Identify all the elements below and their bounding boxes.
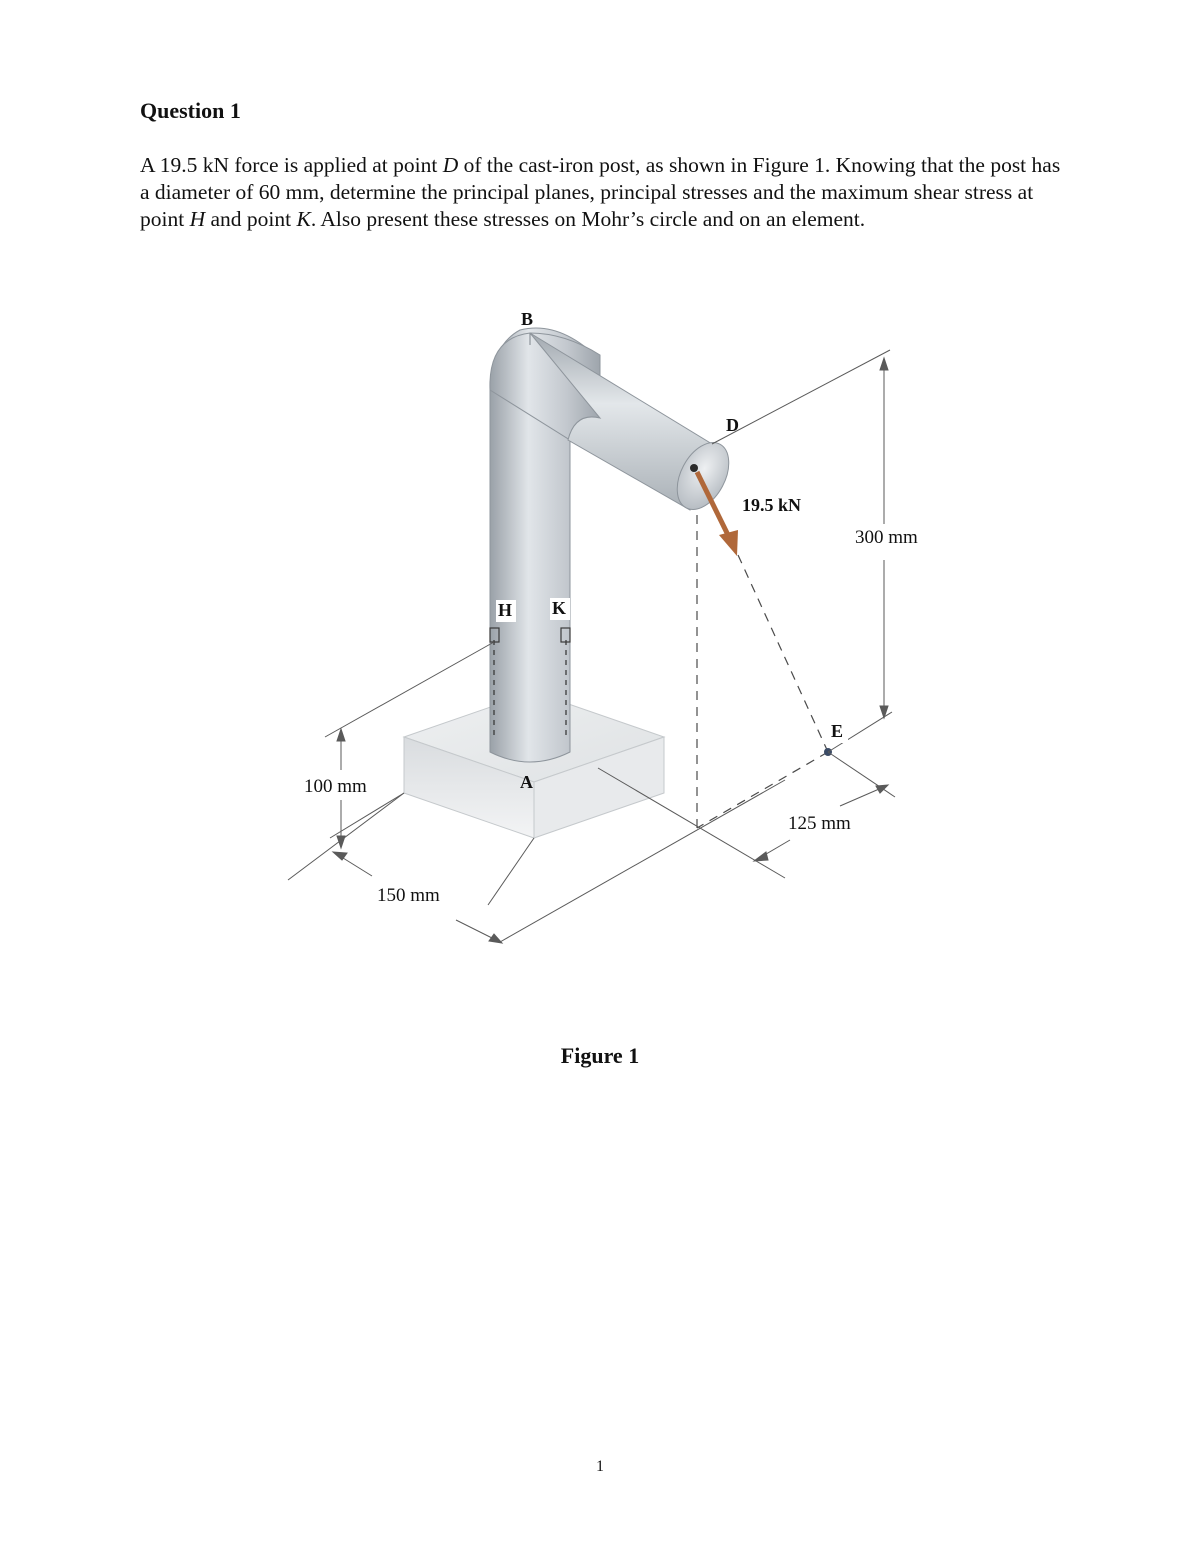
point-h-reference: H	[189, 207, 206, 231]
label-e: E	[831, 721, 844, 741]
dim-125-arrow-right	[876, 785, 888, 793]
label-h: H	[498, 600, 513, 620]
question-text-part-1: A 19.5 kN force is applied at point	[140, 153, 443, 177]
point-k-reference: K	[296, 207, 311, 231]
e-extension-line	[828, 752, 895, 797]
dim-125-arrow-left	[754, 852, 768, 861]
dim-150-extension-left	[288, 793, 404, 880]
dim-150-label: 150 mm	[377, 885, 440, 906]
cast-iron-post	[490, 328, 739, 762]
force-arrow-head	[719, 530, 738, 556]
base-diagonal-line	[598, 768, 785, 878]
dim-300-arrow-top	[880, 358, 888, 370]
question-text-part-4: . Also present these stresses on Mohr’s circle and on an element.	[310, 207, 866, 231]
question-heading: Question 1	[140, 98, 241, 123]
figure-caption: Figure 1	[560, 1043, 640, 1068]
question-text-part-2: of the cast-iron post, as shown in Figure 1. Knowing that the post has a diameter of 60 mm, determine the principal planes, principal stresses and the maximum shear stress at point	[140, 153, 1061, 231]
label-a: A	[520, 772, 533, 792]
dim-300-arrow-bottom	[880, 706, 888, 718]
dim-125-label: 125 mm	[788, 813, 851, 834]
dim-100-arrow-top	[337, 729, 345, 741]
label-b: B	[521, 309, 534, 329]
force-label: 19.5 kN	[742, 495, 802, 515]
dim-150-extension-right	[488, 838, 534, 905]
point-d-marker	[690, 464, 698, 472]
label-k: K	[552, 598, 567, 618]
dim-100-label: 100 mm	[304, 776, 367, 797]
label-d: D	[726, 415, 739, 435]
point-d-reference: D	[442, 153, 459, 177]
question-text-part-3: and point	[205, 207, 297, 231]
force-line-of-action	[738, 555, 828, 752]
dim-300-label: 300 mm	[855, 527, 918, 548]
page-number: 1	[596, 1458, 604, 1475]
